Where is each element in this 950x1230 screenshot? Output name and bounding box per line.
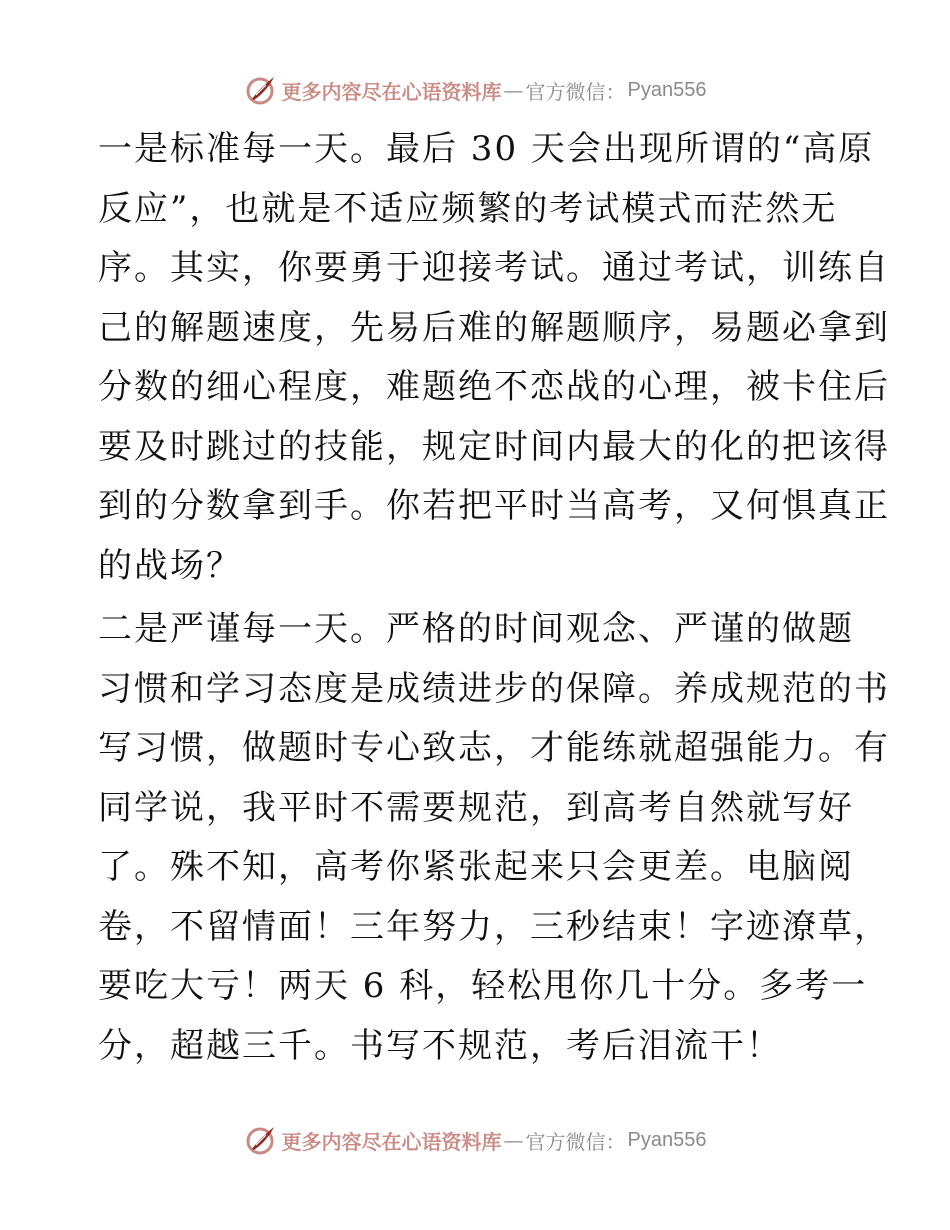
paragraph-line: 一是标准每一天。最后 30 天会出现所谓的“高原 <box>98 129 875 169</box>
paragraph-line: 序。其实，你要勇于迎接考试。通过考试，训练自 <box>98 248 890 288</box>
paragraph-line: 到的分数拿到手。你若把平时当高考，又何惧真正 <box>98 486 890 526</box>
paragraph-line: 的战场？ <box>98 545 242 586</box>
header-official-label: 官方微信： <box>525 79 626 104</box>
paragraph-2 <box>98 600 890 1076</box>
paragraph-line: 分，超越三千。书写不规范，考后泪流干！ <box>98 1025 782 1066</box>
paragraph-line: 要吃大亏！两天 6 科，轻松甩你几十分。多考一 <box>98 966 868 1006</box>
paragraph-line: 写习惯，做题时专心致志，才能练就超强能力。有 <box>98 728 890 768</box>
quill-logo-icon <box>244 1123 278 1157</box>
header-separator: — <box>503 78 524 102</box>
footer-separator: — <box>503 1128 524 1152</box>
quill-logo-icon <box>244 73 278 107</box>
paragraph-line: 二是严谨每一天。严格的时间观念、严谨的做题 <box>98 609 854 649</box>
paragraph-line: 己的解题速度，先易后难的解题顺序，易题必拿到 <box>98 307 890 348</box>
paragraph-1 <box>98 120 890 596</box>
paragraph-line: 要及时跳过的技能，规定时间内最大的化的把该得 <box>98 426 890 467</box>
header-watermark <box>0 70 950 110</box>
paragraph-line: 习惯和学习态度是成绩进步的保障。养成规范的书 <box>98 668 890 709</box>
paragraph-line: 了。殊不知，高考你紧张起来只会更差。电脑阅 <box>98 847 854 887</box>
paragraph-line: 同学说，我平时不需要规范，到高考自然就写好 <box>98 787 854 828</box>
footer-brand-text: 更多内容尽在心语资料库 <box>281 1129 502 1154</box>
footer-wechat-id: Pyan556 <box>627 1128 707 1151</box>
header-wechat-id: Pyan556 <box>627 78 707 101</box>
footer-watermark <box>0 1120 950 1160</box>
footer-official-label: 官方微信： <box>525 1129 626 1154</box>
header-brand-text: 更多内容尽在心语资料库 <box>281 79 502 104</box>
paragraph-line: 卷，不留情面！三年努力，三秒结束！字迹潦草， <box>98 906 890 947</box>
paragraph-line: 反应”，也就是不适应频繁的考试模式而茫然无 <box>98 188 838 229</box>
paragraph-line: 分数的细心程度，难题绝不恋战的心理，被卡住后 <box>98 367 890 407</box>
